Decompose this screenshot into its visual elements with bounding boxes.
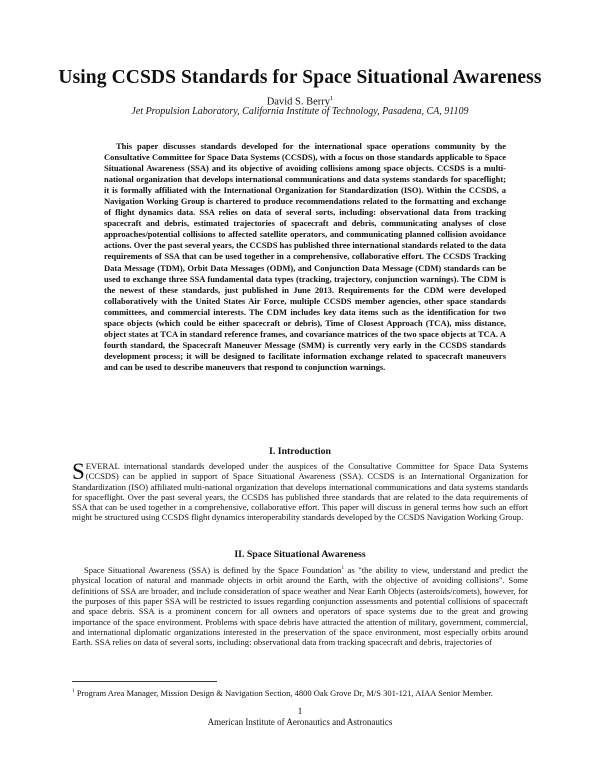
author-footnote-mark: 1 (330, 95, 334, 102)
section-ssa-body (72, 565, 528, 648)
footnote-divider (72, 681, 217, 682)
introduction-text: EVERAL international standards developed under the auspices of the Consultative Committee for Space Data Systems (CCSDS) can be applied in support of Space Situational Awareness (SSA). CCSDS is an International Organization for Standardization (ISO) affiliated multi-national organization that develops international communications and data systems standards for spaceflight. Over the past several years, the CCSDS has published three standards that are related to the data requirements of SSA that can be used together in a comprehensive, collaborative effort. This paper will discuss in general terms how such an effort might be structured using CCSDS flight dynamics interoperability standards developed by the CCSDS Navigation Working Group. (72, 461, 528, 523)
footnote (72, 686, 528, 698)
section-heading-ssa: II. Space Situational Awareness (234, 549, 366, 560)
drop-cap-letter: S (72, 459, 85, 484)
section-heading-introduction: I. Introduction (269, 446, 331, 457)
publisher-footer: American Institute of Aeronautics and Astronautics (207, 717, 393, 727)
author-affiliation: Jet Propulsion Laboratory, California Institute of Technology, Pasadena, CA, 91109 (131, 106, 469, 117)
author-name: David S. Berry (266, 96, 331, 108)
footnote-text: Program Area Manager, Mission Design & Navigation Section, 4800 Oak Grove Dr, M/S 301-121, AIAA Senior Member. (74, 687, 493, 698)
ssa-text-start: Space Situational Awareness (SSA) is defined by the Space Foundation (84, 565, 342, 575)
reference-mark: 1 (341, 565, 345, 572)
ssa-text-rest: as "the ability to view, understand and predict the physical location of natural and manmade objects in orbit around the Earth, with the objective of avoiding collisions". Some definitions of SSA are broader, and include consideration of space weather and Near Earth Objects (asteroids/comets), however, for the purposes of this paper SSA will be restricted to issues regarding conjunction assessments and potential collisions of spacecraft and space debris. SSA is a prominent concern for all owners and operators of space systems due to the great and growing importance of the space environment. Problems with space debris have attracted the attention of military, government, commercial, and international diplomatic organizations interested in the preservation of the space environment, most especially orbits around Earth. SSA relies on data of several sorts, including: observational data from tracking spacecraft and debris, trajectories of (72, 565, 528, 648)
section-introduction-body (72, 461, 528, 523)
abstract: This paper discusses standards developed for the international space operations community by the Consultative Committee for Space Data Systems (CCSDS), with a focus on those standards applicable to Space Situational Awareness (SSA) and its objective of avoiding collisions among space objects. CCSDS is a multi-national organization that develops international communications and data systems standards for spaceflight; it is formally affiliated with the International Organization for Standardization (ISO). Within the CCSDS, a Navigation Working Group is chartered to produce recommendations related to the formatting and exchange of flight dynamics data. SSA relies on data of several sorts, including: observational data from tracking spacecraft and debris, estimated trajectories of spacecraft and debris, communicating analyses of close approaches/potential collisions to affected satellite operators, and communicating planned collision avoidance actions. Over the past several years, the CCSDS has published three international standards related to the data requirements of SSA that can be used together in a comprehensive, collaborative effort. The CCSDS Tracking Data Message (TDM), Orbit Data Messages (ODM), and Conjunction Data Message (CDM) standards can be used to exchange three SSA fundamental data types (tracking, trajectory, conjunction warnings). The CDM is the newest of these standards, just published in June 2013. Requirements for the CDM were developed collaboratively with the United States Air Force, multiple CCSDS member agencies, other space standards committees, and commercial interests. The CDM includes key data items such as the identification for two space objects (which could be either spacecraft or debris), Time of Closest Approach (TCA), miss distance, object states at TCA in standard reference frames, and covariance matrices of the two space objects at TCA. A fourth standard, the Spacecraft Maneuver Message (SMM) is currently very early in the CCSDS standards development process; it will be designed to facilitate information exchange related to spacecraft maneuvers and can be used to describe maneuvers that respond to conjunction warnings. (104, 141, 506, 372)
paper-title: Using CCSDS Standards for Space Situational Awareness (58, 67, 542, 88)
footnote-mark: 1 (72, 688, 75, 694)
page-number: 1 (297, 706, 303, 716)
